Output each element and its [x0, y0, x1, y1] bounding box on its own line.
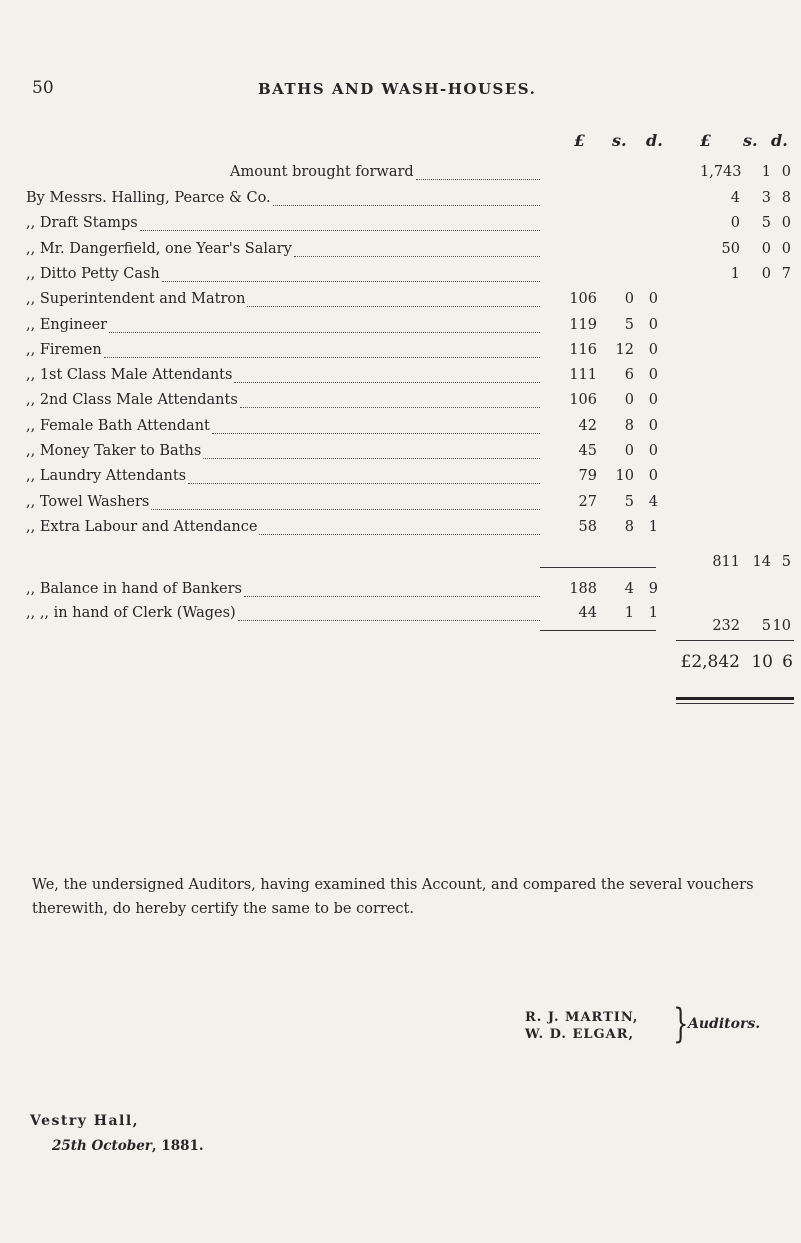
outer-l: 0	[730, 215, 740, 232]
outer-d: 0	[781, 240, 791, 257]
inner-d: 0	[648, 316, 658, 333]
outer-s: 14	[752, 554, 771, 570]
inner-d: 0	[648, 367, 658, 384]
item-label: ,, Towel Washers	[26, 493, 150, 510]
ledger-row-staff-subtotal	[0, 552, 801, 578]
inner-l: 45	[578, 443, 597, 459]
outer-d: 8	[781, 190, 791, 206]
outer-l: 50	[721, 240, 740, 257]
inner-s: 5	[624, 493, 634, 510]
outer-l: 1,743	[700, 164, 742, 180]
page-number: 50	[32, 78, 54, 98]
dot-leader	[259, 534, 540, 535]
double-rule	[676, 697, 794, 700]
item-label: ,, ,, in hand of Clerk (Wages)	[26, 605, 236, 621]
ledger-row	[0, 340, 801, 366]
inner-l: 188	[569, 581, 597, 597]
dot-leader	[294, 256, 540, 257]
dot-leader	[247, 306, 540, 307]
inner-d: 9	[648, 581, 658, 597]
grand-total-s: 10	[751, 652, 773, 672]
inner-l: 42	[578, 417, 597, 434]
column-header-outer-shillings: s.	[743, 131, 758, 150]
dot-leader	[234, 382, 540, 383]
inner-s: 1	[624, 605, 634, 621]
column-header-outer-pence: d.	[771, 131, 788, 150]
total-rule	[676, 640, 794, 641]
outer-s: 0	[761, 240, 771, 257]
outer-d: 0	[781, 215, 791, 232]
item-label: ,, 1st Class Male Attendants	[26, 367, 233, 384]
ledger-row	[0, 390, 801, 416]
auditors-label: Auditors.	[688, 1016, 761, 1032]
item-label: ,, Laundry Attendants	[26, 468, 187, 485]
item-label: ,, Engineer	[26, 316, 108, 333]
inner-s: 8	[624, 518, 634, 535]
inner-l: 58	[578, 518, 597, 535]
ledger-row	[0, 289, 801, 315]
inner-l: 27	[578, 493, 597, 510]
item-label: ,, Superintendent and Matron	[26, 291, 246, 308]
inner-l: 116	[569, 341, 597, 358]
item-label: ,, Extra Labour and Attendance	[26, 518, 258, 535]
ledger-row	[0, 517, 801, 543]
inner-d: 0	[648, 468, 658, 485]
inner-l: 44	[578, 605, 597, 621]
outer-l: 1	[730, 265, 740, 282]
outer-d: 10	[772, 618, 791, 634]
brace-glyph: }	[673, 1001, 689, 1047]
dot-leader	[212, 433, 540, 434]
item-label: ,, Firemen	[26, 341, 102, 358]
inner-l: 111	[569, 367, 597, 384]
outer-d: 5	[781, 554, 791, 570]
outer-s: 1	[761, 164, 771, 180]
outer-l: 232	[712, 618, 740, 634]
date-year: , 1881.	[151, 1138, 204, 1154]
auditor-name: R. J. MARTIN,	[525, 1010, 639, 1025]
inner-l: 79	[578, 468, 597, 485]
inner-s: 8	[624, 417, 634, 434]
item-label: ,, Female Bath Attendant	[26, 417, 210, 434]
ledger-row	[0, 239, 801, 265]
inner-d: 1	[648, 518, 658, 535]
ledger-row-brought-forward	[0, 162, 801, 188]
inner-d: 0	[648, 443, 658, 459]
column-header-inner-pounds: £	[574, 131, 586, 150]
double-rule	[676, 703, 794, 704]
ledger-row	[0, 213, 801, 239]
place-line: Vestry Hall,	[30, 1113, 140, 1129]
dot-leader	[416, 179, 540, 180]
dot-leader	[203, 458, 540, 459]
column-header-inner-shillings: s.	[612, 131, 627, 150]
ledger-row-balance-subtotal	[0, 616, 801, 642]
inner-s: 0	[624, 443, 634, 459]
inner-s: 12	[615, 341, 634, 358]
date-line	[52, 1138, 204, 1154]
dot-leader	[273, 205, 540, 206]
ledger-row	[0, 492, 801, 518]
inner-d: 0	[648, 417, 658, 434]
date-day-month: 25th October	[52, 1138, 152, 1154]
outer-s: 5	[761, 215, 771, 232]
inner-l: 106	[569, 291, 597, 308]
item-label: ,, Money Taker to Baths	[26, 443, 202, 459]
dot-leader	[162, 281, 540, 282]
outer-d: 0	[781, 164, 791, 180]
dot-leader	[109, 332, 540, 333]
grand-total-d: 6	[782, 652, 793, 672]
ledger-row	[0, 416, 801, 442]
ledger-row	[0, 466, 801, 492]
ledger-row-grand-total	[0, 650, 801, 676]
inner-d: 0	[648, 341, 658, 358]
inner-s: 0	[624, 291, 634, 308]
item-label: ,, Mr. Dangerfield, one Year's Salary	[26, 240, 292, 257]
dot-leader	[140, 230, 540, 231]
inner-s: 4	[624, 581, 634, 597]
outer-s: 3	[761, 190, 771, 206]
grand-total-l: £2,842	[680, 652, 740, 672]
ledger-row	[0, 441, 801, 467]
inner-s: 10	[615, 468, 634, 485]
outer-s: 5	[761, 618, 771, 634]
dot-leader	[188, 483, 540, 484]
outer-s: 0	[761, 265, 771, 282]
column-header-outer-pounds: £	[700, 131, 712, 150]
ledger-row	[0, 264, 801, 290]
inner-d: 1	[648, 605, 658, 621]
item-label: ,, Ditto Petty Cash	[26, 265, 160, 282]
outer-d: 7	[781, 265, 791, 282]
inner-l: 106	[569, 392, 597, 409]
dot-leader	[240, 407, 540, 408]
inner-s: 5	[624, 316, 634, 333]
dot-leader	[104, 357, 540, 358]
ledger-row	[0, 315, 801, 341]
outer-l: 811	[712, 554, 740, 570]
column-header-inner-pence: d.	[646, 131, 663, 150]
item-label: By Messrs. Halling, Pearce & Co.	[26, 190, 271, 206]
running-title: BATHS AND WASH-HOUSES.	[258, 80, 537, 98]
ledger-row-balance	[0, 579, 801, 605]
ledger-row	[0, 188, 801, 214]
dot-leader	[244, 596, 540, 597]
item-label: ,, Balance in hand of Bankers	[26, 581, 242, 597]
inner-s: 6	[624, 367, 634, 384]
auditor-name: W. D. ELGAR,	[525, 1027, 635, 1042]
item-label: ,, Draft Stamps	[26, 215, 138, 232]
certificate-text: We, the undersigned Auditors, having examined this Account, and compared the several vouchers therewith, do hereby certify the same to be correct.	[32, 877, 754, 917]
inner-l: 119	[569, 316, 597, 333]
item-label: ,, 2nd Class Male Attendants	[26, 392, 238, 409]
dot-leader	[151, 509, 540, 510]
outer-l: 4	[730, 190, 740, 206]
item-label: Amount brought forward	[230, 164, 414, 180]
inner-d: 4	[648, 493, 658, 510]
inner-d: 0	[648, 392, 658, 409]
inner-d: 0	[648, 291, 658, 308]
ledger-row	[0, 365, 801, 391]
inner-s: 0	[624, 392, 634, 409]
